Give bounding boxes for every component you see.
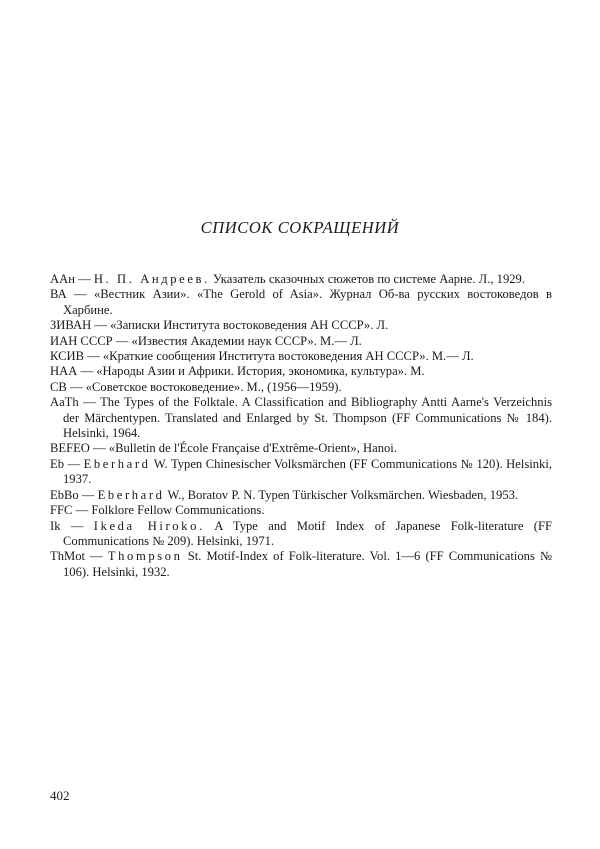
- entry-text: «Bulletin de l'École Française d'Extrême-Orient», Hanoi.: [108, 441, 397, 456]
- list-item: FFC — Folklore Fellow Communications.: [50, 503, 265, 518]
- author-name: Eberhard: [83, 456, 151, 471]
- abbreviation: ThMot: [50, 549, 85, 564]
- list-item: ЗИВАН — «Записки Института востоковедения АН СССР». Л.: [50, 318, 389, 333]
- abbreviation: BEFEO: [50, 441, 90, 456]
- list-item: Ik — Ikeda Hiroko. A Type and Motif Index of Japanese Folk-literature (FF Communications № 209). Helsinki, 1971.: [50, 518, 552, 548]
- abbreviations-list: [50, 272, 552, 580]
- abbreviation: КСИВ: [50, 349, 84, 364]
- list-item: СВ — «Советское востоковедение». М., (1956—1959).: [50, 379, 342, 394]
- entry-text: The Types of the Folktale. A Classification and Bibliography Antti Aarne's Verzeichnis der Märchentypen. Translated and Enlarged by St. Thompson (FF Communications № 184). Helsinki, 1964.: [63, 395, 552, 441]
- abbreviation: Eb: [50, 456, 64, 471]
- entry-text: «Вестник Азии». «The Gerold of Asia». Журнал Об-ва русских востоковедов в Харбине.: [63, 287, 553, 317]
- abbreviation: ЗИВАН: [50, 318, 92, 333]
- abbreviation: ИАН СССР: [50, 333, 113, 348]
- author-name: Eberhard: [97, 487, 165, 502]
- entry-text: St. Motif-Index of Folk-literature. Vol. 1—6 (FF Communications № 106). Helsinki, 1932.: [63, 549, 553, 579]
- entry-text: Folklore Fellow Communications.: [91, 503, 265, 518]
- list-item: BEFEO — «Bulletin de l'École Française d'Extrême-Orient», Hanoi.: [50, 441, 397, 456]
- abbreviation: EbBo: [50, 487, 79, 502]
- abbreviation: ААн: [50, 272, 75, 286]
- list-item: ВА — «Вестник Азии». «The Gerold of Asia». Журнал Об-ва русских востоковедов в Харбине.: [50, 287, 553, 317]
- list-item: ААн — Н. П. Андреев. Указатель сказочных сюжетов по системе Аарне. Л., 1929.: [50, 272, 525, 286]
- author-name: Thompson: [107, 549, 183, 564]
- entry-text: «Народы Азии и Африки. История, экономика, культура». М.: [96, 364, 425, 379]
- entry-text: «Записки Института востоковедения АН СССР». Л.: [110, 318, 389, 333]
- entry-text: A Type and Motif Index of Japanese Folk-literature (FF Communications № 209). Helsinki, 1971.: [63, 518, 552, 548]
- page-number: 402: [50, 788, 70, 803]
- entry-text: «Известия Академии наук СССР». М.— Л.: [131, 333, 362, 348]
- list-item: КСИВ — «Краткие сообщения Института востоковедения АН СССР». М.— Л.: [50, 349, 474, 364]
- abbreviation: НАА: [50, 364, 78, 379]
- author-name: Н. П. Андреев.: [93, 272, 210, 286]
- list-item: Eb — Eberhard W. Typen Chinesischer Volksmärchen (FF Communications № 120). Helsinki, 1937.: [50, 456, 552, 487]
- entry-text: «Советское востоковедение». М., (1956—1959).: [85, 379, 342, 394]
- abbreviation: Ik: [50, 518, 61, 533]
- list-item: ИАН СССР — «Известия Академии наук СССР». М.— Л.: [50, 333, 362, 348]
- abbreviation: СВ: [50, 379, 67, 394]
- abbreviation: AaTh: [50, 395, 79, 410]
- entry-text: W., Boratov P. N. Typen Türkischer Volksmärchen. Wiesbaden, 1953.: [167, 487, 519, 502]
- entry-text: Указатель сказочных сюжетов по системе Аарне. Л., 1929.: [212, 272, 525, 286]
- list-item: EbBo — Eberhard W., Boratov P. N. Typen Türkischer Volksmärchen. Wiesbaden, 1953.: [50, 487, 519, 502]
- abbreviation: FFC: [50, 503, 73, 518]
- author-name: Ikeda Hiroko.: [93, 518, 205, 533]
- entry-text: W. Typen Chinesischer Volksmärchen (FF Communications № 120). Helsinki, 1937.: [63, 456, 552, 487]
- abbreviation: ВА: [50, 287, 67, 302]
- list-item: НАА — «Народы Азии и Африки. История, экономика, культура». М.: [50, 364, 425, 379]
- list-item: AaTh — The Types of the Folktale. A Classification and Bibliography Antti Aarne's Verzeichnis der Märchentypen. Translated and Enlarged by St. Thompson (FF Communications № 184). Helsinki, 1964.: [50, 395, 552, 441]
- list-item: ThMot — Thompson St. Motif-Index of Folk-literature. Vol. 1—6 (FF Communications № 106). Helsinki, 1932.: [50, 549, 553, 579]
- entry-text: «Краткие сообщения Института востоковедения АН СССР». М.— Л.: [102, 349, 474, 364]
- page-title: СПИСОК СОКРАЩЕНИЙ: [200, 218, 400, 237]
